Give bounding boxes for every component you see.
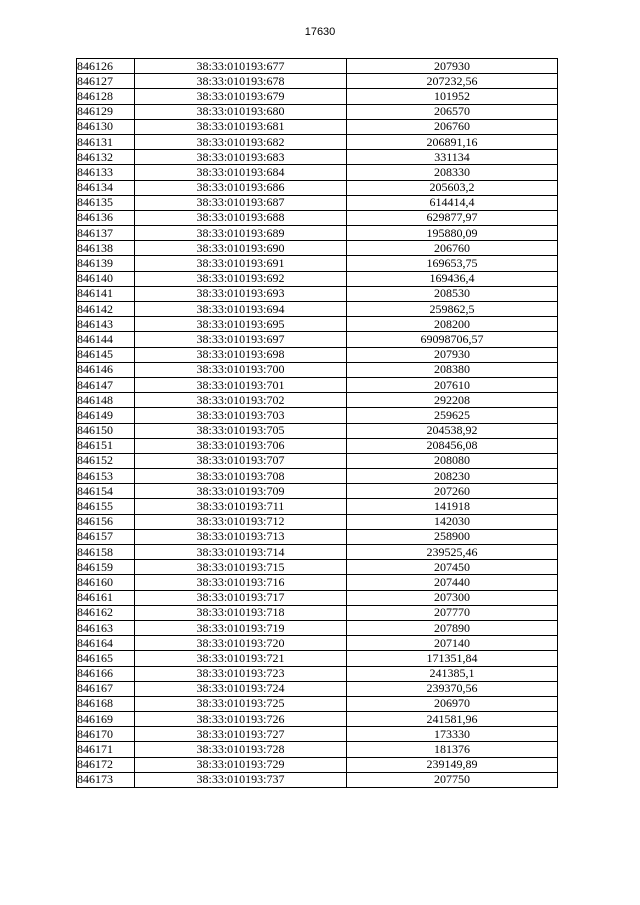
record-number-cell: 846146 (77, 362, 135, 377)
table-row (77, 712, 558, 727)
record-number-cell: 846128 (77, 89, 135, 104)
record-number-cell: 846161 (77, 590, 135, 605)
cadastral-number-cell: 38:33:010193:683 (135, 150, 347, 165)
cadastral-number-cell: 38:33:010193:689 (135, 226, 347, 241)
value-cell: 241385,1 (347, 666, 558, 681)
table-row (77, 681, 558, 696)
table-row (77, 696, 558, 711)
record-number-cell: 846167 (77, 681, 135, 696)
table-row (77, 742, 558, 757)
record-number-cell: 846162 (77, 605, 135, 620)
table-row (77, 74, 558, 89)
cadastral-number-cell: 38:33:010193:708 (135, 469, 347, 484)
table-row (77, 317, 558, 332)
value-cell: 207770 (347, 605, 558, 620)
record-number-cell: 846160 (77, 575, 135, 590)
value-cell: 173330 (347, 727, 558, 742)
table-row (77, 408, 558, 423)
value-cell: 207450 (347, 560, 558, 575)
table-row (77, 666, 558, 681)
cadastral-number-cell: 38:33:010193:721 (135, 651, 347, 666)
record-number-cell: 846172 (77, 757, 135, 772)
record-number-cell: 846148 (77, 393, 135, 408)
cadastral-number-cell: 38:33:010193:680 (135, 104, 347, 119)
record-number-cell: 846156 (77, 514, 135, 529)
value-cell: 195880,09 (347, 226, 558, 241)
record-number-cell: 846140 (77, 271, 135, 286)
table-row (77, 302, 558, 317)
record-number-cell: 846159 (77, 560, 135, 575)
record-number-cell: 846157 (77, 529, 135, 544)
value-cell: 614414,4 (347, 195, 558, 210)
cadastral-number-cell: 38:33:010193:687 (135, 195, 347, 210)
cadastral-number-cell: 38:33:010193:727 (135, 727, 347, 742)
record-number-cell: 846158 (77, 545, 135, 560)
table-row (77, 59, 558, 74)
value-cell: 101952 (347, 89, 558, 104)
record-number-cell: 846135 (77, 195, 135, 210)
table-row (77, 134, 558, 149)
record-number-cell: 846155 (77, 499, 135, 514)
table-row (77, 210, 558, 225)
record-number-cell: 846152 (77, 453, 135, 468)
cadastral-number-cell: 38:33:010193:692 (135, 271, 347, 286)
cadastral-number-cell: 38:33:010193:715 (135, 560, 347, 575)
record-number-cell: 846149 (77, 408, 135, 423)
value-cell: 206891,16 (347, 134, 558, 149)
record-number-cell: 846130 (77, 119, 135, 134)
value-cell: 208456,08 (347, 438, 558, 453)
table-row (77, 620, 558, 635)
record-number-cell: 846147 (77, 377, 135, 392)
value-cell: 208230 (347, 469, 558, 484)
record-number-cell: 846168 (77, 696, 135, 711)
value-cell: 206760 (347, 119, 558, 134)
record-number-cell: 846151 (77, 438, 135, 453)
cadastral-number-cell: 38:33:010193:677 (135, 59, 347, 74)
value-cell: 207300 (347, 590, 558, 605)
table-row (77, 545, 558, 560)
cadastral-number-cell: 38:33:010193:691 (135, 256, 347, 271)
cadastral-number-cell: 38:33:010193:729 (135, 757, 347, 772)
table-row (77, 362, 558, 377)
table-row (77, 226, 558, 241)
value-cell: 207140 (347, 636, 558, 651)
value-cell: 169436,4 (347, 271, 558, 286)
table-row (77, 347, 558, 362)
cadastral-number-cell: 38:33:010193:698 (135, 347, 347, 362)
value-cell: 629877,97 (347, 210, 558, 225)
cadastral-number-cell: 38:33:010193:679 (135, 89, 347, 104)
value-cell: 181376 (347, 742, 558, 757)
cadastral-number-cell: 38:33:010193:682 (135, 134, 347, 149)
cadastral-number-cell: 38:33:010193:712 (135, 514, 347, 529)
record-number-cell: 846173 (77, 772, 135, 787)
cadastral-number-cell: 38:33:010193:711 (135, 499, 347, 514)
value-cell: 292208 (347, 393, 558, 408)
registry-table-body (77, 59, 558, 788)
cadastral-number-cell: 38:33:010193:701 (135, 377, 347, 392)
table-row (77, 499, 558, 514)
table-row (77, 150, 558, 165)
value-cell: 208080 (347, 453, 558, 468)
value-cell: 169653,75 (347, 256, 558, 271)
cadastral-number-cell: 38:33:010193:709 (135, 484, 347, 499)
value-cell: 141918 (347, 499, 558, 514)
cadastral-number-cell: 38:33:010193:700 (135, 362, 347, 377)
value-cell: 239149,89 (347, 757, 558, 772)
value-cell: 207260 (347, 484, 558, 499)
cadastral-number-cell: 38:33:010193:723 (135, 666, 347, 681)
cadastral-number-cell: 38:33:010193:684 (135, 165, 347, 180)
record-number-cell: 846142 (77, 302, 135, 317)
table-row (77, 529, 558, 544)
table-row (77, 453, 558, 468)
value-cell: 206970 (347, 696, 558, 711)
cadastral-number-cell: 38:33:010193:706 (135, 438, 347, 453)
cadastral-number-cell: 38:33:010193:707 (135, 453, 347, 468)
table-row (77, 560, 558, 575)
table-row (77, 757, 558, 772)
value-cell: 205603,2 (347, 180, 558, 195)
record-number-cell: 846136 (77, 210, 135, 225)
record-number-cell: 846138 (77, 241, 135, 256)
record-number-cell: 846144 (77, 332, 135, 347)
cadastral-number-cell: 38:33:010193:716 (135, 575, 347, 590)
cadastral-number-cell: 38:33:010193:713 (135, 529, 347, 544)
value-cell: 239525,46 (347, 545, 558, 560)
value-cell: 208330 (347, 165, 558, 180)
record-number-cell: 846143 (77, 317, 135, 332)
record-number-cell: 846127 (77, 74, 135, 89)
table-row (77, 484, 558, 499)
table-row (77, 195, 558, 210)
cadastral-number-cell: 38:33:010193:697 (135, 332, 347, 347)
table-row (77, 119, 558, 134)
record-number-cell: 846166 (77, 666, 135, 681)
record-number-cell: 846145 (77, 347, 135, 362)
table-row (77, 772, 558, 787)
record-number-cell: 846134 (77, 180, 135, 195)
cadastral-number-cell: 38:33:010193:705 (135, 423, 347, 438)
record-number-cell: 846169 (77, 712, 135, 727)
table-row (77, 727, 558, 742)
value-cell: 207232,56 (347, 74, 558, 89)
cadastral-number-cell: 38:33:010193:728 (135, 742, 347, 757)
value-cell: 142030 (347, 514, 558, 529)
table-row (77, 575, 558, 590)
value-cell: 207930 (347, 347, 558, 362)
record-number-cell: 846154 (77, 484, 135, 499)
cadastral-number-cell: 38:33:010193:717 (135, 590, 347, 605)
cadastral-number-cell: 38:33:010193:718 (135, 605, 347, 620)
value-cell: 208530 (347, 286, 558, 301)
value-cell: 259625 (347, 408, 558, 423)
value-cell: 69098706,57 (347, 332, 558, 347)
table-row (77, 393, 558, 408)
table-row (77, 180, 558, 195)
record-number-cell: 846164 (77, 636, 135, 651)
table-row (77, 332, 558, 347)
table-row (77, 286, 558, 301)
value-cell: 171351,84 (347, 651, 558, 666)
value-cell: 206760 (347, 241, 558, 256)
cadastral-number-cell: 38:33:010193:694 (135, 302, 347, 317)
table-row (77, 256, 558, 271)
page-number: 17630 (304, 26, 336, 38)
cadastral-number-cell: 38:33:010193:719 (135, 620, 347, 635)
record-number-cell: 846137 (77, 226, 135, 241)
value-cell: 207930 (347, 59, 558, 74)
cadastral-number-cell: 38:33:010193:678 (135, 74, 347, 89)
record-number-cell: 846129 (77, 104, 135, 119)
cadastral-number-cell: 38:33:010193:714 (135, 545, 347, 560)
record-number-cell: 846126 (77, 59, 135, 74)
record-number-cell: 846141 (77, 286, 135, 301)
table-row (77, 469, 558, 484)
cadastral-number-cell: 38:33:010193:695 (135, 317, 347, 332)
table-row (77, 514, 558, 529)
table-row (77, 377, 558, 392)
value-cell: 207750 (347, 772, 558, 787)
registry-table (76, 58, 558, 788)
table-row (77, 636, 558, 651)
table-row (77, 651, 558, 666)
table-row (77, 165, 558, 180)
cadastral-number-cell: 38:33:010193:726 (135, 712, 347, 727)
record-number-cell: 846163 (77, 620, 135, 635)
table-row (77, 605, 558, 620)
cadastral-number-cell: 38:33:010193:702 (135, 393, 347, 408)
record-number-cell: 846170 (77, 727, 135, 742)
record-number-cell: 846150 (77, 423, 135, 438)
cadastral-number-cell: 38:33:010193:686 (135, 180, 347, 195)
value-cell: 331134 (347, 150, 558, 165)
value-cell: 239370,56 (347, 681, 558, 696)
value-cell: 208200 (347, 317, 558, 332)
value-cell: 207440 (347, 575, 558, 590)
cadastral-number-cell: 38:33:010193:724 (135, 681, 347, 696)
value-cell: 207610 (347, 377, 558, 392)
cadastral-number-cell: 38:33:010193:688 (135, 210, 347, 225)
table-row (77, 423, 558, 438)
record-number-cell: 846171 (77, 742, 135, 757)
table-row (77, 241, 558, 256)
value-cell: 259862,5 (347, 302, 558, 317)
value-cell: 258900 (347, 529, 558, 544)
cadastral-number-cell: 38:33:010193:690 (135, 241, 347, 256)
cadastral-number-cell: 38:33:010193:681 (135, 119, 347, 134)
record-number-cell: 846132 (77, 150, 135, 165)
record-number-cell: 846153 (77, 469, 135, 484)
table-row (77, 104, 558, 119)
record-number-cell: 846133 (77, 165, 135, 180)
table-row (77, 89, 558, 104)
record-number-cell: 846165 (77, 651, 135, 666)
value-cell: 206570 (347, 104, 558, 119)
cadastral-number-cell: 38:33:010193:693 (135, 286, 347, 301)
record-number-cell: 846131 (77, 134, 135, 149)
cadastral-number-cell: 38:33:010193:725 (135, 696, 347, 711)
table-row (77, 271, 558, 286)
cadastral-number-cell: 38:33:010193:720 (135, 636, 347, 651)
cadastral-number-cell: 38:33:010193:737 (135, 772, 347, 787)
table-row (77, 590, 558, 605)
table-row (77, 438, 558, 453)
value-cell: 241581,96 (347, 712, 558, 727)
value-cell: 208380 (347, 362, 558, 377)
record-number-cell: 846139 (77, 256, 135, 271)
cadastral-number-cell: 38:33:010193:703 (135, 408, 347, 423)
value-cell: 204538,92 (347, 423, 558, 438)
value-cell: 207890 (347, 620, 558, 635)
